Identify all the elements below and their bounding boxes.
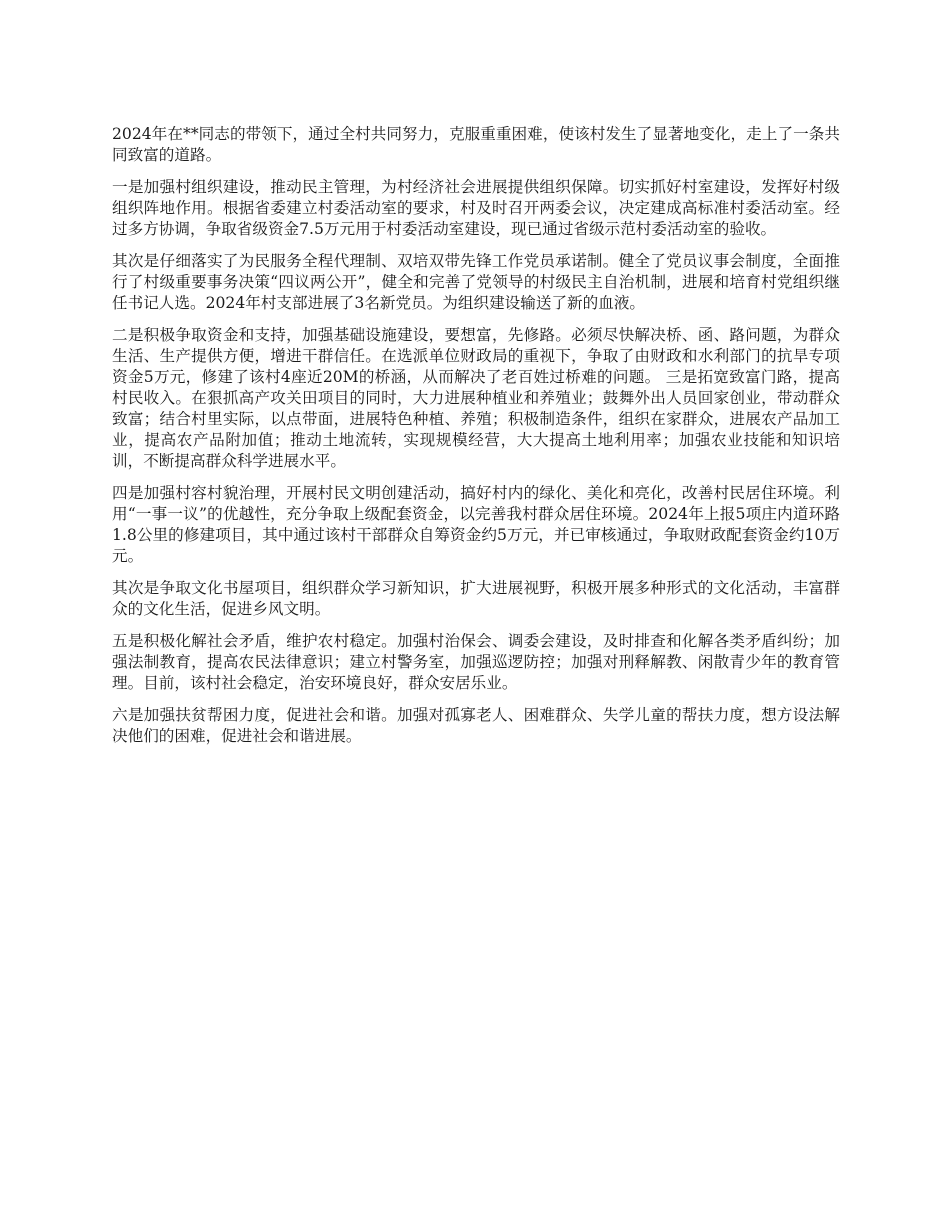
paragraph-infrastructure-income: 二是积极争取资金和支持，加强基础设施建设，要想富，先修路。必须尽快解决桥、函、路问题，为群众生活、生产提供方便，增进干群信任。在选派单位财政局的重视下，争取了由财政和水利部门的抗旱专项资金5万元，修建了该村4座近20M的桥涵，从而解决了老百姓过桥难的问题。 三是拓宽致富门路，提高村民收入。在狠抓高产攻关田项目的同时，大力进展种植业和养殖业；鼓舞外出人员回家创业，带动群众致富；结合村里实际，以点带面，进展特色种植、养殖；积极制造条件，组织在家群众，进展农产品加工业，提高农产品附加值；推动土地流转，实现规模经营，大大提高土地利用率；加强农业技能和知识培训，不断提高群众科学进展水平。: [112, 326, 840, 470]
paragraph-party-service: 其次是仔细落实了为民服务全程代理制、双培双带先锋工作党员承诺制。健全了党员议事会制度，全面推行了村级重要事务决策“四议两公开”，健全和完善了党领导的村级民主自治机制，进展和培育村党组织继任书记人选。2024年村支部进展了3名新党员。为组织建设输送了新的血液。: [112, 252, 840, 312]
paragraph-village-environment: 四是加强村容村貌治理，开展村民文明创建活动，搞好村内的绿化、美化和亮化，改善村民居住环境。利用“一事一议”的优越性，充分争取上级配套资金，以完善我村群众居住环境。2024年上报5项庄内道环路1.8公里的修建项目，其中通过该村干部群众自筹资金约5万元，并已审核通过，争取财政配套资金约10万元。: [112, 484, 840, 565]
paragraph-social-stability: 五是积极化解社会矛盾，维护农村稳定。加强村治保会、调委会建设，及时排查和化解各类矛盾纠纷；加强法制教育，提高农民法律意识；建立村警务室，加强巡逻防控；加强对刑释解教、闲散青少年的教育管理。目前，该村社会稳定，治安环境良好，群众安居乐业。: [112, 632, 840, 692]
paragraph-poverty-relief: 六是加强扶贫帮困力度，促进社会和谐。加强对孤寡老人、困难群众、失学儿童的帮扶力度，想方设法解决他们的困难，促进社会和谐进展。: [112, 706, 840, 745]
paragraph-intro: 2024年在**同志的带领下，通过全村共同努力，克服重重困难，使该村发生了显著地变化，走上了一条共同致富的道路。: [112, 125, 840, 164]
paragraph-organization-building: 一是加强村组织建设，推动民主管理，为村经济社会进展提供组织保障。切实抓好村室建设，发挥好村级组织阵地作用。根据省委建立村委活动室的要求，村及时召开两委会议，决定建成高标准村委活动室。经过多方协调，争取省级资金7.5万元用于村委活动室建设，现已通过省级示范村委活动室的验收。: [112, 178, 840, 238]
document-body: [112, 124, 840, 758]
paragraph-cultural-bookhouse: 其次是争取文化书屋项目，组织群众学习新知识，扩大进展视野，积极开展多种形式的文化活动，丰富群众的文化生活，促进乡风文明。: [112, 579, 840, 618]
